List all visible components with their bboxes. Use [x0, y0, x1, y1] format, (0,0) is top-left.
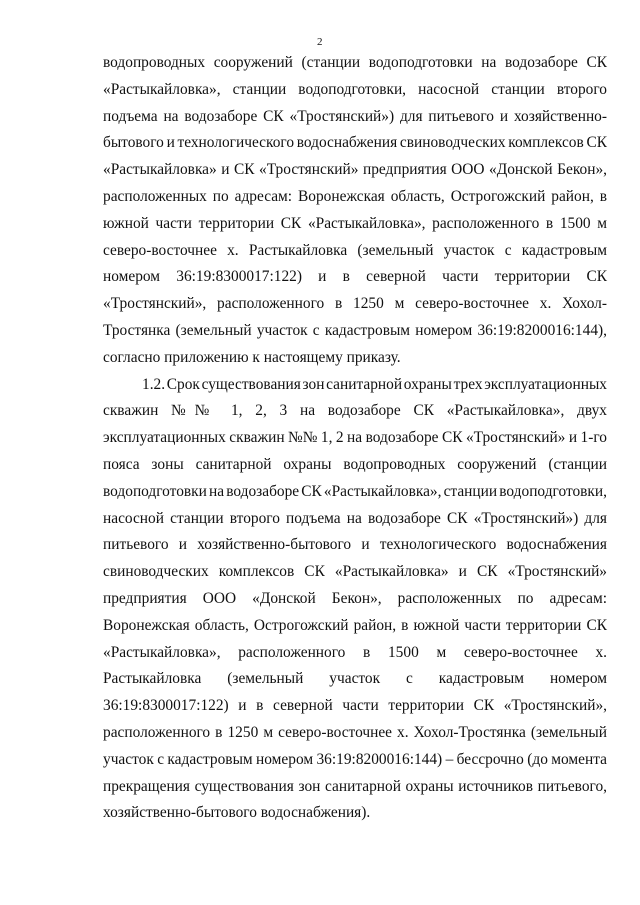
text-line: эксплуатационных скважин №№ 1, 2 на водозаборе СК «Тростянский» и 1-го: [103, 429, 607, 447]
text-line: Растыкайловка (земельный участок с кадастровым номером: [103, 670, 607, 688]
text-line: свиноводческих комплексов СК «Растыкайловка» и СК «Тростянский»: [103, 563, 607, 581]
text-line: водопроводных сооружений (станции водоподготовки на водозаборе СК: [103, 54, 607, 71]
text-line: расположенных по адресам: Воронежская область, Острогожский район, в: [103, 187, 607, 205]
text-line: бытового и технологического водоснабжения свиноводческих комплексов СК: [103, 134, 607, 152]
text-line: скважин №№ 1, 2, 3 на водозаборе СК «Растыкайловка», двух: [103, 402, 607, 420]
text-line: участок с кадастровым номером 36:19:8200016:144) – бессрочно (до момента: [103, 750, 607, 768]
text-line: подъема на водозаборе СК «Тростянский») для питьевого и хозяйственно-: [103, 107, 607, 125]
text-line: северо-восточнее х. Растыкайловка (земельный участок с кадастровым: [103, 241, 607, 259]
text-line: предприятия ООО «Донской Бекон», расположенных по адресам:: [103, 589, 607, 607]
text-line: 1.2. Срок существования зон санитарной охраны трех эксплуатационных: [142, 375, 607, 393]
text-line: «Растыкайловка», расположенного в 1500 м северо-восточнее х.: [103, 643, 607, 661]
text-line: 36:19:8300017:122) и в северной части территории СК «Тростянский»,: [103, 697, 607, 715]
text-line: согласно приложению к настоящему приказу.: [103, 348, 401, 366]
text-line: питьевого и хозяйственно-бытового и технологического водоснабжения: [103, 536, 607, 554]
paragraph-1-2: [103, 372, 607, 828]
text-line: номером 36:19:8300017:122) и в северной части территории СК: [103, 268, 607, 286]
text-line: пояса зоны санитарной охраны водопроводных сооружений (станции: [103, 455, 607, 473]
text-line: «Тростянский», расположенного в 1250 м северо-восточнее х. Хохол-: [103, 295, 607, 313]
text-line: «Растыкайловка», станции водоподготовки, насосной станции второго: [103, 80, 607, 98]
text-line: хозяйственно-бытового водоснабжения).: [103, 804, 371, 822]
text-line: водоподготовки на водозаборе СК «Растыкайловка», станции водоподготовки,: [103, 482, 607, 500]
page-number: 2: [317, 36, 323, 48]
text-line: прекращения существования зон санитарной охраны источников питьевого,: [103, 777, 607, 795]
document-body: [103, 50, 607, 827]
text-line: южной части территории СК «Растыкайловка», расположенного в 1500 м: [103, 214, 607, 232]
text-line: насосной станции второго подъема на водозаборе СК «Тростянский») для: [103, 509, 607, 527]
text-line: «Растыкайловка» и СК «Тростянский» предприятия ООО «Донской Бекон»,: [103, 161, 607, 179]
text-line: Воронежская область, Острогожский район, в южной части территории СК: [103, 616, 607, 634]
text-line: Тростянка (земельный участок с кадастровым номером 36:19:8200016:144),: [103, 321, 607, 339]
paragraph-continuation: [103, 50, 607, 372]
text-line: расположенного в 1250 м северо-восточнее х. Хохол-Тростянка (земельный: [103, 723, 607, 741]
